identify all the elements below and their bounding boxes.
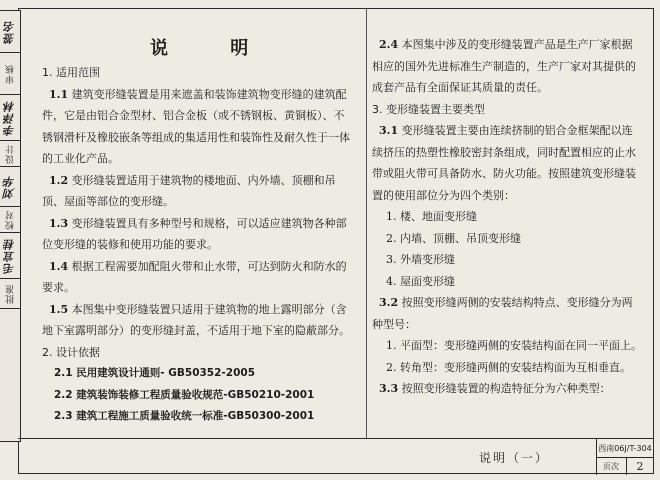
column-divider: [366, 8, 367, 438]
paragraph: [372, 378, 642, 400]
paragraph: [42, 213, 352, 256]
sidebar-cell: [0, 53, 20, 95]
list-item: 2. 内墙、顶棚、吊顶变形缝: [386, 231, 521, 245]
reference-item: 2.2 建筑装饰装修工程质量验收规范-GB50210-2001: [54, 388, 315, 401]
paragraph-number: 2.4: [379, 38, 399, 51]
drawing-name: 说明（一）: [432, 439, 597, 475]
paragraph-text: 本图集中涉及的变形缝装置产品是生产厂家根据相应的国外先进标准生产制造的，生产厂家对其提供的成套产品有全面保证其质量的责任。: [372, 38, 636, 94]
section-heading: 1. 适用范围: [42, 66, 100, 79]
sidebar-signature: 李泽林: [3, 99, 16, 136]
sidebar-signature: 刘华: [3, 174, 16, 199]
left-column: [42, 62, 352, 428]
paragraph-text: 建筑变形缝装置是用来遮盖和装饰建筑物变形缝的建筑配件，它是由铝合金型材、铝合金板（或不锈钢板、黄铜板）、不锈钢滑杆及橡胶嵌条等组成的集适用性和装饰性及耐久性于一体的工业化产品。: [42, 87, 350, 165]
paragraph: [42, 299, 352, 342]
paragraph: [372, 292, 642, 335]
paragraph-number: 3.2: [379, 296, 399, 309]
sidebar-cell: [0, 141, 20, 167]
paragraph: [42, 84, 352, 170]
sidebar-cell: [0, 167, 20, 207]
atlas-code: 西南06J/T-304: [596, 439, 654, 458]
sidebar-label: 批准: [5, 283, 16, 304]
sidebar-cell: [0, 11, 20, 53]
signature-sidebar: [0, 10, 21, 442]
paragraph-text: 按照变形缝两侧的安装结构特点、变形缝分为两种型号：: [372, 296, 633, 331]
list-item: 2. 转角型：变形缝两侧的安装结构面为互相垂直。: [386, 360, 631, 374]
title-block-left: [18, 438, 432, 475]
paragraph-text: 变形缝装置适用于建筑物的楼地面、内外墙、顶棚和吊顶、屋面等部位的变形缝。: [42, 173, 336, 208]
reference-item: 2.3 建筑工程施工质量验收统一标准-GB50300-2001: [54, 410, 315, 422]
page-label: 页次: [596, 457, 627, 475]
paragraph-number: 1.2: [49, 173, 69, 187]
paragraph-text: 本图集中变形缝装置只适用于建筑物的地上露明部分（含地下室露明部分）的变形缝封盖，不适用于地下室的隐蔽部分。: [42, 302, 350, 337]
paragraph-text: 根据工程需要加配阻火带和止水带，可达到防火和防水的要求。: [42, 259, 347, 294]
paragraph-number: 3.3: [379, 382, 399, 395]
sidebar-label: 审核: [5, 63, 16, 84]
sidebar-cell: [0, 207, 20, 233]
paragraph-number: 1.5: [49, 302, 69, 316]
section-heading: 3. 变形缝装置主要类型: [372, 102, 485, 116]
paragraph-text: 按照变形缝装置的构造特征分为六种类型：: [401, 382, 611, 395]
sidebar-signature: 毛宜桂: [3, 237, 16, 274]
sidebar-cell: [0, 279, 20, 309]
reference-item: 2.1 民用建筑设计通则- GB50352-2005: [54, 367, 256, 379]
paragraph-number: 1.3: [49, 216, 69, 230]
list-item: 1. 平面型：变形缝两侧的安装结构面在同一平面上。: [386, 339, 642, 352]
sidebar-label: 设计: [5, 143, 16, 164]
list-item: 3. 外墙变形缝: [386, 253, 455, 266]
sidebar-signature: 签名: [3, 19, 16, 44]
paragraph-number: 1.4: [49, 259, 69, 273]
sidebar-label: 校对: [5, 209, 16, 230]
paragraph: [372, 120, 642, 206]
list-item: 1. 楼、地面变形缝: [386, 210, 477, 223]
paragraph-number: 1.1: [49, 87, 69, 101]
page-number: 2: [636, 459, 644, 473]
paragraph-text: 变形缝装置主要由连续挤制的铝合金框架配以连续挤压的热塑性橡胶密封条组成，同时配置相应的止水带或阻火带可具备防水、防火功能。按照建筑变形缝装置的使用部位分为四个类别：: [372, 124, 636, 202]
paragraph: [42, 170, 352, 213]
title-block: [432, 438, 654, 475]
paragraph: [42, 256, 352, 299]
section-heading: 2. 设计依据: [42, 345, 100, 359]
paragraph-number: 3.1: [379, 124, 399, 137]
page-title: 说 明: [150, 38, 277, 59]
paragraph-text: 变形缝装置具有多种型号和规格，可以适应建筑物各种部位变形缝的装修和使用功能的要求。: [42, 216, 347, 251]
list-item: 4. 屋面变形缝: [386, 274, 455, 288]
sidebar-cell: [0, 95, 20, 141]
paragraph: [372, 34, 642, 99]
right-column: [372, 34, 642, 400]
sidebar-cell: [0, 233, 20, 279]
